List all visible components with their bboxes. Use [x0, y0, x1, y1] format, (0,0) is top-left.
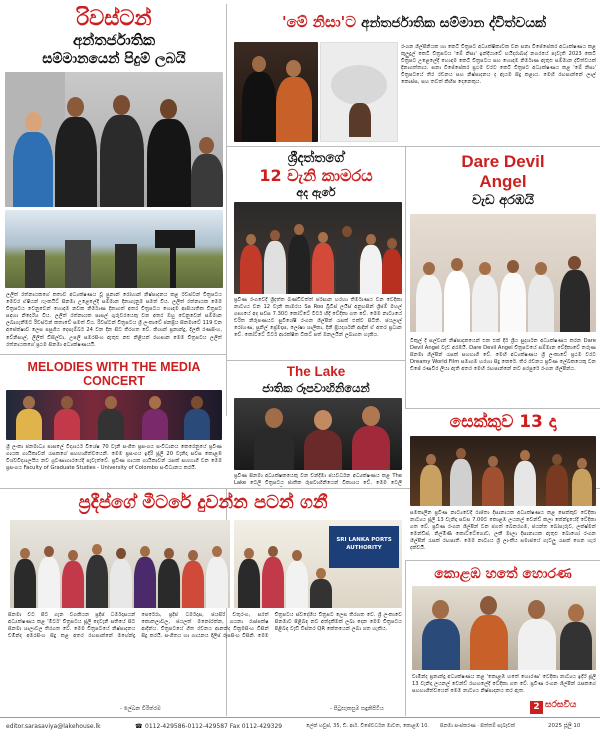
article-4-title-line1: Dare Devil	[461, 152, 545, 171]
article-5-title: MELODIES WITH THE MEDIA CONCERT	[27, 360, 201, 388]
article-5-body: ශ්‍රී ලංකා ජනමාධ්‍ය පාසලේ විද්‍යාර්ථ විශේෂ 70 වැනි සංගීත ප්‍රසංගය සංවිධානය කෙරෙනුයේ ප්‍රවීණ ගායක ගායිකාවන් රැසකගේ සහභාගිත්වයෙනි. මෙම ප්‍රසංගය ඉදිරි ජූලි 20 වැනිදා සවස කොළඹ විශ්වවිද්‍යාලයීය නව ශ්‍රවණාගාරයේදී පැවැත්වේ. ප්‍රවීණ ගායක ගායිකාවන් රැසක් සහභාගී වන මෙම ප්‍රසංගය Faculty of Graduate Studies - University of Colombo සංවිධානය කරයි.	[6, 444, 222, 472]
article-3-title-line2: 12 වැනි කාමරය	[259, 166, 373, 185]
article-8-photo-group	[10, 520, 230, 608]
footer-address: ලේක් හවුස්, 35, ඩී. ආර්. විජේවර්ධන මාවත, කොළඹ 10.	[306, 723, 430, 729]
article-6-body: ප්‍රවීණ සිනමා අධ්‍යක්ෂකයෙකු වන චන්දිමා ජයවර්ධන අධ්‍යක්ෂණය කළ The Lake ටෙලි චිත්‍රපටය ජාතික රූපවාහිනියෙන් විකාශය වේ. මෙම ටෙලි	[234, 473, 402, 487]
row-rule	[405, 408, 600, 409]
article-3-title-line3: අද ඇරේ	[296, 186, 336, 199]
article-6-title-si: ජාතික රූපවාහිනියෙන්	[262, 381, 370, 395]
phone-icon: ☎	[135, 723, 143, 730]
article-1-title-line3: සම්මානයෙන් පිදුම් ලබයි	[42, 51, 186, 67]
article-4-title-line3: වැඩ අරඹයි	[472, 193, 534, 208]
article-1-title-line2: අන්තර්ජාතික	[72, 31, 156, 49]
article-9-title: කොළඹ හතේ හොරණ	[434, 566, 572, 582]
section-name: සරසවිය	[545, 700, 577, 710]
article-2-title-quote: 'මේ නිසා'ට	[281, 13, 357, 31]
row-rule	[405, 560, 600, 561]
article-3-title-line1: ශ්‍රීදත්තගේ	[287, 150, 345, 166]
article-1-photo-film-set	[5, 210, 223, 288]
article-6-photo-actors	[234, 398, 402, 470]
footer	[0, 717, 600, 737]
article-2-title	[230, 12, 598, 38]
poster-line1: SRI LANKA PORTS	[336, 537, 392, 543]
article-1-title-line1: රිවස්ටන්	[76, 6, 152, 30]
row-rule	[226, 146, 600, 147]
footer-phone: 0112-429586-0112-429587 Fax 0112-429329	[145, 723, 283, 730]
footer-email: editor.sarasaviya@lakehouse.lk	[6, 723, 101, 730]
article-7-title: සෙක්කුව 13 දා	[449, 412, 557, 432]
row-rule	[226, 360, 405, 361]
article-4-photo-cast	[410, 214, 596, 332]
page-number: 2	[530, 701, 543, 714]
article-8-photo-event	[234, 520, 402, 608]
article-2-photo-award	[234, 42, 318, 142]
article-1-photo-group	[5, 72, 223, 207]
article-9-photo-actors	[412, 586, 596, 670]
article-2-poster	[320, 42, 398, 142]
article-2-body: රංගන ශිල්පිනියක හා කෙටි චිත්‍රපට අධ්‍යක්ෂිකාවක වන ඝනා විජේසේකර අධ්‍යක්ෂණය කළ කුලුදුල් කෙටි චිත්‍රපටය 'මේ නිසා' ඉන්දියාවේ හයිදරාබාද් නගරයේ පැවැති 2023 කෙටි චිත්‍රපට උළෙලේදී හොඳම කෙටි චිත්‍රපටය සහ හොඳම නිර්මාණ ඇතුළු සම්මාන ද්විත්වයක් දිනාගත්තාය. ඝනා විජේසේකර ප්‍රථම වරට කෙටි චිත්‍රපට අධ්‍යක්ෂණය කළ 'මේ නිසා' චිත්‍රපටයේ තිර රචනය සහ නිෂ්පාදනය ද ඇයම සිදු කළාය. මෙහි රඟපාන්නේ ලාල් කොස්ස, සහ තවත් කිහිප දෙනෙකුය.	[401, 44, 596, 86]
footer-extra: සිනමා සංස්කරණ · සිත්තම් සැබෑවක්	[440, 723, 515, 729]
article-8-title: ප්‍රදීප්ගේ මීටරේ දුවන්න පටන් ගනී	[78, 492, 328, 513]
article-3-body: ප්‍රවීණ රංගවේදී ශ්‍රීදත්ත බණ්ඩිවත්ත් පරිසාන හරහා තිර්මාණය වන වේදිකා නාට්‍යය වන 12 වැනි කාමරය Sa Roo බ්‍රිටිස් ලයිස් අනුහසින් ශ්‍රීජම් මහල් ගෘහයේ අද සවස 7.30ට කෝට්ටේ ටීටර් හිදී වේදිකා ගත වේ. මෙම නාට්‍යයේ චරිත නිරූපණයට සුවිශේෂී රංගන ශිල්පීන් රැසක් එක්ව සිටිති. ජයලාල් රෝහණ, සුනිල් ප්‍රේමදාස, ලෝෂා ශාලිකා, දිනී ප්‍රියදර්ශනී ආදීන් ඒ අතර ප්‍රධාන වේ. කෝට්ටේ ටීටර් ආරක්ෂිත ටිකට් පත් ඔනලයින් ලබාගත හැකිය.	[234, 297, 402, 339]
column-rule	[405, 146, 406, 408]
article-9-body: චාමින්ද ප්‍රනාන්දු අධ්‍යක්ෂණය කළ 'කොළඹ හතේ හොරණ' වේදිකා නාට්‍යය ඉදිරි ජූලි 13 වැනිදා ලයනල් වෙන්ඩ් රඟහලේදී වේදිකා ගත වේ. ප්‍රවීණ රංගන ශිල්පීන් රැසකගේ සහභාගීත්වයෙන් මෙම නාට්‍යය නිෂ්පාදනය කර ඇත.	[412, 674, 596, 695]
column-rule	[226, 4, 227, 416]
article-8-body: සිනමා වට පිට ගැන වගකියන ප්‍රදීප් ධර්මදාසයන් අධ්‍යක්ෂණය කළ 'මීටර්' චිත්‍රපටය ජූලි දෙවැනි සතියේ සිට සිනමා ශාලාවල තිරගත වේ. මෙම චිත්‍රපටයේ නිෂ්පාදනය චමින්ද අමරසිංහ සිදු කළ අතර රඟපාන්නේ මහේන්ද්‍ර පෙරේරා, ප්‍රදීප් ධර්මදාස, ජයසිරි චතුරංග, සරත් කොතලාවල, ජයලත් මනෝරත්න, ගයනා රාජපක්ෂ ආදීන්ය. චිත්‍රපටයේ ගීත රචනය ආනන්ද වික්‍රමසිංහ විසින් සිදු කරයි. සංගීතය හා ගායනය දිලිප් රූපසිංහ විසිනි. මෙම චිත්‍රපටය ස්වදේශීය චිත්‍රපට ලෙස තිරගත වේ. ශ්‍රී ලංකාවේ සිනමාව පිළිබඳ නව අත්දැකීමක් ලබා දෙන මෙම චිත්‍රපටය පිළිබඳ වැඩි විස්තර QR කේතයෙන් ලබා ගත හැකිය.	[8, 612, 402, 640]
page-badge	[530, 700, 596, 716]
article-6-title-en: The Lake	[286, 364, 346, 379]
footer-date: 2025 ජූලි 10	[548, 723, 581, 729]
article-4-title-line2: Angel	[479, 172, 527, 191]
column-rule	[405, 560, 406, 716]
row-rule	[0, 354, 226, 355]
article-7-photo-stage	[410, 436, 596, 506]
article-4-body: ටිකුල් දී සල්වාන් නිෂ්පාදනයෙන් එක එක් දීර් ශ්‍රීය සුදර්ශන අධ්‍යක්ෂණය කරන Dare Devil Angel වැඩ අරඹයි. Dare Devil Angel චිත්‍රපටයේ සම්මාන වේදිකාවේ තරුණ සිනමා ශිල්පීන් රැසක් සහභාගි වේ. මෙහි අධ්‍යක්ෂණය ශ්‍රී ලංකාවේ ප්‍රථම වරට Dreamy World Film සමාගම හරහා සිදු කෙරේ. තිර රචනය ප්‍රවීණ ලේඛකයෙකු වන ඩීජේ රණවීර ලියා ඇති අතර මෙහි රඟපාන්නේ නව පරපුරේ රංගන ශිල්පීන්ය.	[410, 338, 596, 373]
article-5-photo-singers	[6, 390, 222, 440]
poster-line2: AUTHORITY	[346, 545, 382, 551]
article-3-photo-cast	[234, 202, 402, 294]
article-7-body: සමකාලීන ප්‍රවීණ නාට්‍යවේදී රාජිතා දිසානායක අධ්‍යක්ෂණය කළ සෙක්කුව වේදිකා නාට්‍යය ජූලි 13 වැනිදා සවස 7.00ට කොළඹ ලයනල් වෙන්ඩ් කලා කේන්ද්‍රයේදී වේදිකා ගත වේ. ප්‍රවීණ රංගන ශිල්පීන් වන ජගත් බෙනරගම, ජයන්ත බෝපැරුව, ලක්ෂ්මන් මෙන්ඩිස්, නිල්මිණී කොට්ටේගොඩ, ලකී මාලා දිසානායක ඇතුළු බොහෝ රංගන ශිල්පීන් රැසක් රඟපාති. මෙම නාට්‍යය ශ්‍රී ලාංකීය සමාජයේ ගැටලු රැසක් ගෙන හැර දක්වයි.	[410, 510, 596, 552]
article-1-body: ලලිත් රත්නායකගේ කතාව අධ්‍යක්ෂණය වූ පුනාන් රෝහාන් නිෂ්පාදනය කළ රිවස්ටන් චිත්‍රපටය මෙවර ඒෂියන් ෆැංකයිට් සිනමා උළෙලේදී සම්මාන දිනාගැනුම සමත් විය. ලලිත් රත්නායක මෙම චිත්‍රපටය වෙනුවෙන් හොඳම නවක නිර්මාණ දිනාගත් අතර චිත්‍රපටය හොඳම ආසියාතික චිත්‍රපට සඳහා නිර්දේශ විය. ලලිත් රත්නායක පාසල් ගුරුවරයෙකු වන අතර ඔහු වෙනුවෙන් සම්මාන ලබාගැනීමට රිවස්ටන් කතාවේ සමත් විය. රිවස්ටන් චිත්‍රපටය ශ්‍රී ලංකාවේ ජනප්‍රිය සිනමාවේ 119 වන අපේක්ෂාව ලෙස පසුගිය දෙසැම්බර් 24 වන දින සිට තිරගත වේ. කිශාන් ප්‍රනාන්දු, දිලකි රණසිංහ, වේනිසාල්, ලිලිත් ඩිසිල්වා, උපලි සමරසිංහ ඇතුළු නළු නිළියන් රඟපාන මෙම චිත්‍රපටය ලලිත් රත්නායකගේ ප්‍රථම සිනමා අධ්‍යක්ෂණයයි.	[6, 292, 222, 348]
editor-credit: - ලේඛන විරිත්රම	[120, 706, 161, 712]
designer-credit: - පිටුසැකසුම සඳුනිපිටිය	[330, 706, 384, 712]
article-2-title-rest: අන්තර්ජාතික සම්මාන ද්විත්වයක්	[361, 15, 547, 31]
article-8-poster	[329, 526, 399, 568]
